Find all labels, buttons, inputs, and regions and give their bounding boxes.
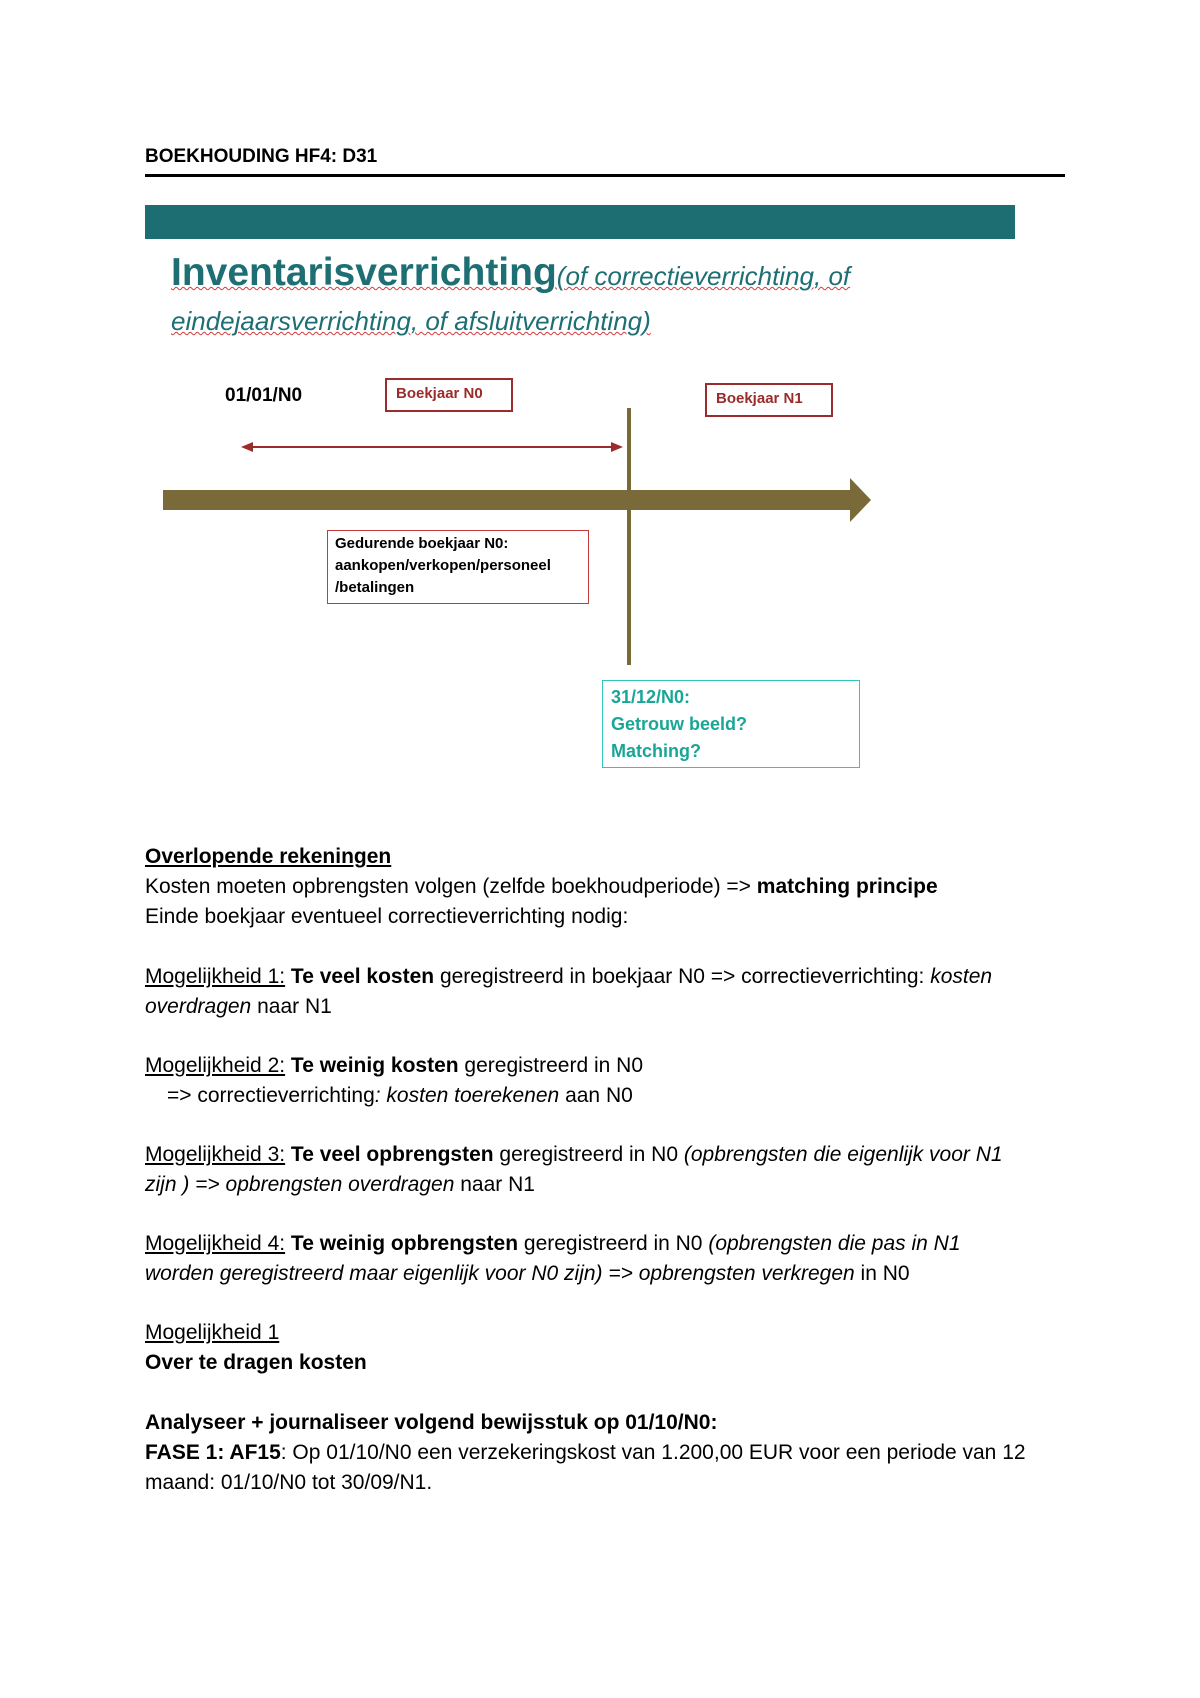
section-heading: Overlopende rekeningen: [145, 845, 392, 868]
possibility-3: Mogelijkheid 3: Te veel opbrengsten geregistreerd in N0 (opbrengsten die eigenlijk voor N1 zijn ) => opbrengsten overdragen naar N1: [145, 1143, 1003, 1196]
possibility-4: Mogelijkheid 4: Te weinig opbrengsten geregistreerd in N0 (opbrengsten die pas in N1 worden geregistreerd maar eigenlijk voor N0 zijn) => opbrengsten verkregen in N0: [145, 1232, 961, 1285]
year-end-line-2: Getrouw beeld?: [611, 714, 748, 734]
during-line-3: /betalingen: [335, 579, 415, 596]
period-arrow-left-head: [241, 442, 253, 452]
possibility-1-detail: [145, 1318, 1065, 1378]
exercise-line-1: FASE 1: AF15: Op 01/10/N0 een verzekeringskost van 1.200,00 EUR voor een periode van 12: [145, 1441, 1026, 1464]
boekjaar-n1-box: Boekjaar N1: [705, 383, 833, 417]
possibility-2-label: Mogelijkheid 2:: [145, 1054, 286, 1077]
page-header-title: BOEKHOUDING HF4: D31: [145, 146, 378, 167]
year-end-box: [602, 680, 860, 768]
exercise-line-2: maand: 01/10/N0 tot 30/09/N1.: [145, 1471, 433, 1494]
possibility-3-label: Mogelijkheid 3:: [145, 1143, 286, 1166]
during-line-1: Gedurende boekjaar N0:: [335, 535, 509, 552]
year-end-line-3: Matching?: [611, 741, 701, 761]
start-date-label: 01/01/N0: [225, 385, 303, 406]
detail-title: Over te dragen kosten: [145, 1351, 367, 1374]
intro-section: [145, 842, 1065, 932]
year-end-line-1: 31/12/N0:: [611, 687, 691, 707]
timeline-diagram: [145, 205, 1015, 785]
during-line-2: aankopen/verkopen/personeel: [335, 557, 551, 574]
period-arrow-right-head: [611, 442, 623, 452]
during-year-box: [327, 530, 589, 604]
timeline-arrow-body: [163, 490, 853, 510]
possibility-1: Mogelijkheid 1: Te veel kosten geregistreerd in boekjaar N0 => correctieverrichting: kosten overdragen naar N1: [145, 965, 993, 1018]
boekjaar-n0-box: Boekjaar N0: [385, 378, 513, 412]
possibility-2: Mogelijkheid 2: Te weinig kosten geregistreerd in N0 => correctieverrichting: kosten toerekenen aan N0: [145, 1054, 644, 1107]
intro-line-2: Einde boekjaar eventueel correctieverrichting nodig:: [145, 905, 629, 928]
timeline-arrow-head: [850, 478, 871, 522]
slide-title-sub1: (of correctieverrichting, of: [556, 261, 851, 291]
slide-image: [145, 205, 1015, 785]
header-rule: [145, 174, 1065, 177]
exercise: [145, 1408, 1065, 1498]
intro-line-1: Kosten moeten opbrengsten volgen (zelfde boekhoudperiode) => matching principe: [145, 875, 938, 898]
slide-title-main: Inventarisverrichting: [171, 251, 557, 294]
possibility-1-label: Mogelijkheid 1:: [145, 965, 286, 988]
possibility-4-label: Mogelijkheid 4:: [145, 1232, 286, 1255]
slide-title-sub2: eindejaarsverrichting, of afsluitverrichting): [171, 306, 651, 336]
detail-label: Mogelijkheid 1: [145, 1321, 280, 1344]
exercise-instruction: Analyseer + journaliseer volgend bewijsstuk op 01/10/N0:: [145, 1411, 718, 1434]
